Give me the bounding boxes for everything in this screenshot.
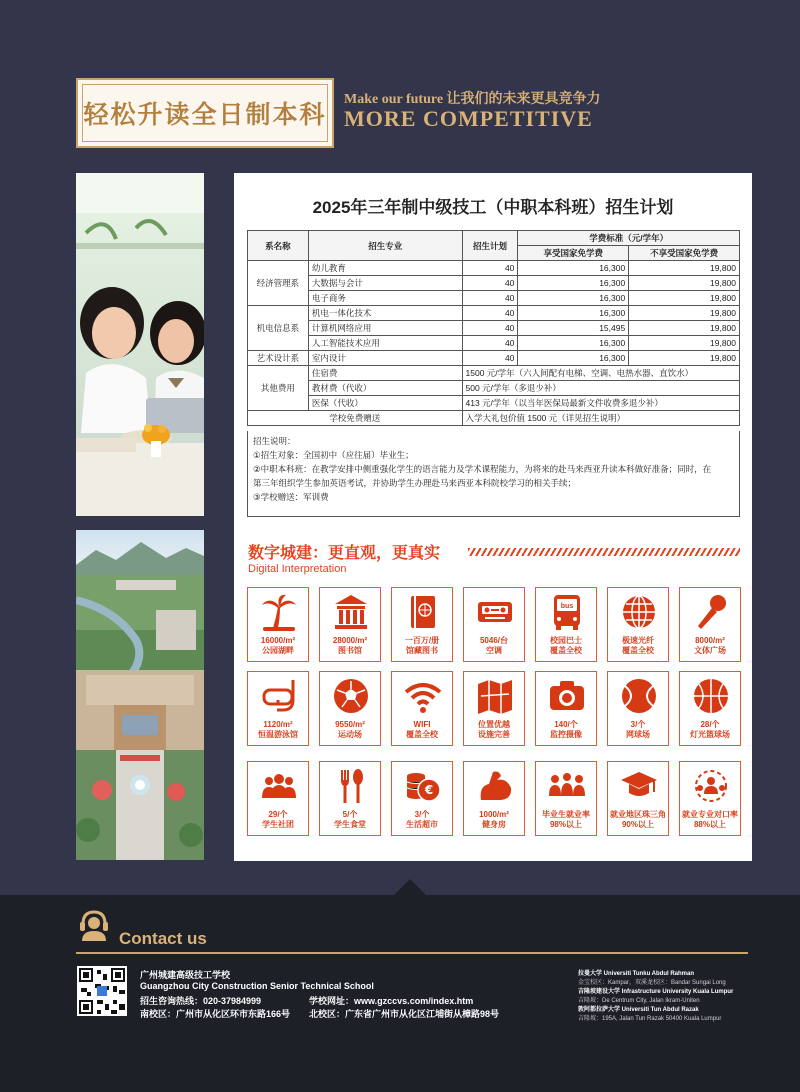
tile-label: 98%以上 bbox=[549, 820, 582, 829]
table-row bbox=[248, 321, 740, 336]
tile-label: 生活超市 bbox=[406, 820, 438, 829]
students-photo bbox=[76, 173, 204, 516]
euro-coins-icon bbox=[403, 766, 443, 806]
major-cell: 计算机网络应用 bbox=[308, 321, 462, 336]
digital-heading: 数字城建：更直观，更真实 bbox=[248, 545, 441, 562]
tile-label: 覆盖全校 bbox=[406, 730, 438, 739]
tile-label: 空调 bbox=[486, 646, 502, 655]
map-icon bbox=[475, 676, 515, 716]
graduation-cap-icon bbox=[619, 766, 659, 806]
tile-value: 3/个 bbox=[414, 810, 430, 819]
tile-value: 校园巴士 bbox=[550, 636, 582, 645]
tile-label: 网球场 bbox=[626, 730, 650, 739]
svg-text:bus: bus bbox=[560, 603, 574, 610]
tile-value: 1000/m² bbox=[479, 810, 509, 819]
tile-value: 极速光纤 bbox=[622, 636, 654, 645]
header-major: 招生专业 bbox=[308, 231, 462, 261]
tile-label: 覆盖全校 bbox=[622, 646, 654, 655]
tile-label: 学生社团 bbox=[262, 820, 294, 829]
facility-tile-canteen bbox=[319, 761, 381, 836]
school-name-en: Guangzhou City Construction Senior Technical School bbox=[140, 981, 374, 991]
group-icon bbox=[259, 766, 299, 806]
major-cell: 机电一体化技术 bbox=[308, 306, 462, 321]
bus-icon bbox=[547, 592, 587, 632]
gift-row bbox=[248, 411, 740, 426]
tile-label: 监控摄像 bbox=[550, 730, 582, 739]
facility-tile-wifi bbox=[391, 671, 453, 746]
enrollment-panel bbox=[234, 173, 752, 861]
facility-tile-fiber bbox=[607, 587, 669, 662]
facility-tile-books bbox=[391, 587, 453, 662]
header-title-box bbox=[76, 78, 334, 148]
facility-tile-match bbox=[679, 761, 741, 836]
tile-label: 文体广场 bbox=[694, 646, 726, 655]
tile-value: 5/个 bbox=[342, 810, 358, 819]
fee-free-cell: 16,300 bbox=[518, 261, 629, 276]
enrollment-table bbox=[247, 230, 740, 426]
partner-line: 拉曼大学 Universiti Tunku Abdul Rahman bbox=[578, 971, 695, 977]
fee-free-cell: 16,300 bbox=[518, 336, 629, 351]
fee-free-cell: 16,300 bbox=[518, 276, 629, 291]
facility-tile-field bbox=[319, 671, 381, 746]
tile-value: 就业专业对口率 bbox=[682, 810, 738, 819]
header-fee-standard: 学费标准（元/学年） bbox=[518, 231, 740, 246]
soccer-ball-icon bbox=[331, 676, 371, 716]
quota-cell: 40 bbox=[462, 336, 518, 351]
major-cell: 电子商务 bbox=[308, 291, 462, 306]
notes-line: ①招生对象：全国初中（应往届）毕业生； bbox=[253, 450, 414, 460]
partner-line: 吉隆坡建设大学 Infrastructure University Kuala Lumpur bbox=[578, 989, 734, 995]
facility-tile-gym bbox=[463, 761, 525, 836]
tile-label: 运动场 bbox=[338, 730, 362, 739]
enrollment-notes bbox=[247, 431, 740, 517]
globe-icon bbox=[619, 592, 659, 632]
fee-detail: 500 元/学年（多退少补） bbox=[462, 381, 739, 396]
department-cell: 艺术设计系 bbox=[248, 351, 309, 366]
fee-nonfree-cell: 19,800 bbox=[629, 276, 740, 291]
quota-cell: 40 bbox=[462, 261, 518, 276]
hotline: 招生咨询热线：020-37984999 bbox=[140, 996, 262, 1006]
table-header-row bbox=[248, 231, 740, 246]
quota-cell: 40 bbox=[462, 291, 518, 306]
partner-line: 吉隆坡：De Centrum City, Jalan Ikram-Uniten bbox=[578, 998, 700, 1004]
headset-icon bbox=[77, 908, 111, 942]
header-title-frame bbox=[82, 84, 328, 142]
campus-aerial-photo bbox=[76, 530, 204, 860]
tile-label: 覆盖全校 bbox=[550, 646, 582, 655]
camera-icon bbox=[547, 676, 587, 716]
tile-value: 16000/m² bbox=[260, 636, 296, 645]
department-cell: 经济管理系 bbox=[248, 261, 309, 306]
quota-cell: 40 bbox=[462, 321, 518, 336]
partner-line: 吉隆坡：195A, Jalan Tun Razak 50400 Kuala Lumpur bbox=[578, 1016, 722, 1022]
major-cell: 室内设计 bbox=[308, 351, 462, 366]
facility-tile-pool bbox=[247, 671, 309, 746]
fee-nonfree-cell: 19,800 bbox=[629, 306, 740, 321]
facility-tile-library bbox=[319, 587, 381, 662]
facility-tile-clubs bbox=[247, 761, 309, 836]
fee-free-cell: 16,300 bbox=[518, 306, 629, 321]
tile-value: 9550/m² bbox=[335, 720, 365, 729]
facility-tile-bus bbox=[535, 587, 597, 662]
table-row bbox=[248, 276, 740, 291]
facility-tile-employment bbox=[535, 761, 597, 836]
library-icon bbox=[331, 592, 371, 632]
air-conditioner-icon bbox=[475, 592, 515, 632]
gift-item: 学校免费赠送 bbox=[248, 411, 463, 426]
quota-cell: 40 bbox=[462, 306, 518, 321]
tile-label: 90%以上 bbox=[621, 820, 654, 829]
fork-spoon-icon bbox=[331, 766, 371, 806]
qr-code[interactable] bbox=[77, 966, 127, 1016]
table-row bbox=[248, 351, 740, 366]
north-campus-address: 北校区：广东省广州市从化区江埔街从樟路98号 bbox=[309, 1009, 500, 1019]
fee-row bbox=[248, 396, 740, 411]
partner-line: 敦阿都拉萨大学 Universiti Tun Abdul Razak bbox=[578, 1007, 699, 1013]
major-cell: 大数据与会计 bbox=[308, 276, 462, 291]
muscle-icon bbox=[475, 766, 515, 806]
tile-label: 灯光篮球场 bbox=[690, 730, 730, 739]
tile-label: 健身房 bbox=[482, 820, 506, 829]
digital-subheading: Digital Interpretation bbox=[248, 563, 347, 575]
other-fees-label: 其他费用 bbox=[248, 366, 309, 411]
tile-value: 5046/台 bbox=[479, 636, 509, 645]
tile-value: 毕业生就业率 bbox=[542, 810, 590, 819]
quota-cell: 40 bbox=[462, 276, 518, 291]
gift-detail: 入学大礼包价值 1500 元（详见招生说明） bbox=[462, 411, 739, 426]
facility-tile-tennis bbox=[607, 671, 669, 746]
fee-item: 教材费（代收） bbox=[308, 381, 462, 396]
tile-value: 8000/m² bbox=[695, 636, 725, 645]
microphone-icon bbox=[691, 592, 731, 632]
header-fee-free: 享受国家免学费 bbox=[518, 246, 629, 261]
header-title: 轻松升读全日制本科 bbox=[83, 100, 327, 129]
facility-tile-location bbox=[463, 671, 525, 746]
tennis-ball-icon bbox=[619, 676, 659, 716]
contact-title: Contact us bbox=[119, 929, 207, 948]
tile-value: 28000/m² bbox=[332, 636, 368, 645]
heading-stripes bbox=[468, 548, 740, 556]
svg-text:€: € bbox=[424, 783, 434, 797]
footer-notch bbox=[393, 879, 427, 896]
tile-label: 设施完善 bbox=[478, 730, 510, 739]
major-cell: 人工智能技术应用 bbox=[308, 336, 462, 351]
palm-tree-icon bbox=[259, 592, 299, 632]
facility-tile-region bbox=[607, 761, 669, 836]
table-row bbox=[248, 291, 740, 306]
fee-nonfree-cell: 19,800 bbox=[629, 291, 740, 306]
fee-detail: 413 元/学年（以当年医保局最新文件收费多退少补） bbox=[462, 396, 739, 411]
notes-line: ③学校赠送：军训费 bbox=[253, 492, 329, 502]
team-network-icon bbox=[691, 766, 731, 806]
tile-value: 一百万/册 bbox=[404, 636, 440, 645]
department-cell: 机电信息系 bbox=[248, 306, 309, 351]
fee-nonfree-cell: 19,800 bbox=[629, 321, 740, 336]
fee-nonfree-cell: 19,800 bbox=[629, 261, 740, 276]
tile-value: 位置优越 bbox=[478, 720, 510, 729]
fee-free-cell: 16,300 bbox=[518, 291, 629, 306]
plan-title: 2025年三年制中级技工（中职本科班）招生计划 bbox=[312, 198, 674, 217]
major-cell: 幼儿教育 bbox=[308, 261, 462, 276]
tile-label: 馆藏图书 bbox=[406, 646, 438, 655]
tile-value: 1120/m² bbox=[263, 720, 293, 729]
facility-tile-park bbox=[247, 587, 309, 662]
tile-label: 公园湖畔 bbox=[262, 646, 294, 655]
notes-line: 第三年组织学生参加英语考试，并协助学生办理赴马来西亚本科院校学习的相关手续； bbox=[253, 478, 577, 488]
contact-divider bbox=[76, 952, 748, 954]
slogan-line-1: Make our future 让我们的未来更具竞争力 bbox=[344, 92, 601, 107]
fee-row bbox=[248, 381, 740, 396]
facility-tile-camera bbox=[535, 671, 597, 746]
basketball-icon bbox=[691, 676, 731, 716]
fee-free-cell: 15,495 bbox=[518, 321, 629, 336]
school-name-cn: 广州城建高级技工学校 bbox=[140, 970, 231, 980]
facility-tile-ac bbox=[463, 587, 525, 662]
tile-value: 29/个 bbox=[268, 810, 288, 819]
facility-tile-plaza bbox=[679, 587, 741, 662]
table-row bbox=[248, 336, 740, 351]
table-row bbox=[248, 261, 740, 276]
partner-line: 金宝校区：Kampar，双溪龙校区：Bandar Sungai Long bbox=[578, 980, 726, 986]
fee-row bbox=[248, 366, 740, 381]
fee-nonfree-cell: 19,800 bbox=[629, 351, 740, 366]
header-quota: 招生计划 bbox=[462, 231, 518, 261]
header-department: 系名称 bbox=[248, 231, 309, 261]
notes-line: 招生说明： bbox=[253, 436, 296, 446]
fee-free-cell: 16,300 bbox=[518, 351, 629, 366]
tile-label: 88%以上 bbox=[693, 820, 726, 829]
facility-tile-basketball bbox=[679, 671, 741, 746]
tile-value: 就业地区珠三角 bbox=[610, 810, 666, 819]
fee-item: 医保（代收） bbox=[308, 396, 462, 411]
facility-tile-supermarket bbox=[391, 761, 453, 836]
tile-value: WIFI bbox=[413, 720, 431, 729]
book-icon bbox=[403, 592, 443, 632]
fee-nonfree-cell: 19,800 bbox=[629, 336, 740, 351]
website-link[interactable]: 学校网址：www.gzccvs.com/index.htm bbox=[309, 996, 474, 1006]
fee-item: 住宿费 bbox=[308, 366, 462, 381]
diving-mask-icon bbox=[259, 676, 299, 716]
slogan-line-2: MORE COMPETITIVE bbox=[344, 106, 593, 131]
table-row bbox=[248, 306, 740, 321]
tile-value: 140/个 bbox=[554, 720, 578, 729]
tile-label: 图书馆 bbox=[338, 646, 362, 655]
wifi-icon bbox=[403, 676, 443, 716]
fee-detail: 1500 元/学年（六人间配有电梯、空调、电热水器、直饮水） bbox=[462, 366, 739, 381]
tile-value: 28/个 bbox=[700, 720, 720, 729]
quota-cell: 40 bbox=[462, 351, 518, 366]
tile-label: 学生食堂 bbox=[334, 820, 366, 829]
south-campus-address: 南校区：广州市从化区环市东路166号 bbox=[140, 1009, 291, 1019]
tile-value: 3/个 bbox=[630, 720, 646, 729]
tile-label: 恒温游泳馆 bbox=[258, 730, 298, 739]
notes-line: ②中职本科班：在教学安排中侧重强化学生的语言能力及学术课程能力，为将来的赴马来西亚升读本科做好准备；同时，在 bbox=[253, 464, 712, 474]
graduates-icon bbox=[547, 766, 587, 806]
header-fee-nonfree: 不享受国家免学费 bbox=[629, 246, 740, 261]
